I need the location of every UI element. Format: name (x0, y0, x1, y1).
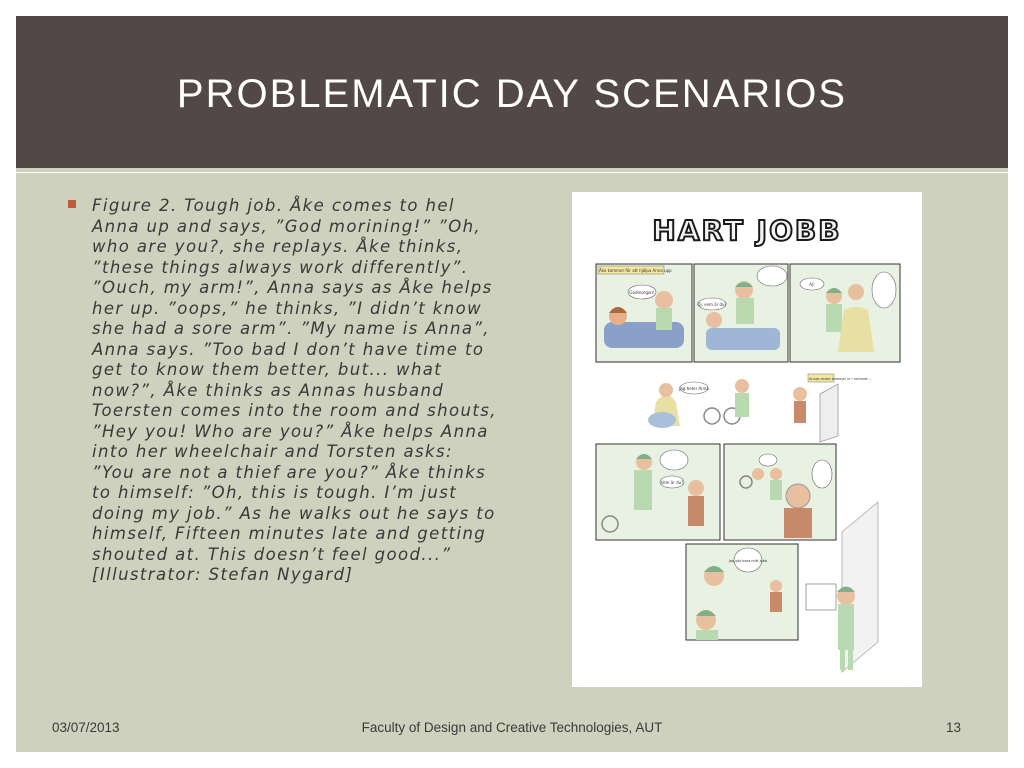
title-band (16, 16, 1008, 168)
footer-affiliation: Faculty of Design and Creative Technologies, AUT (361, 720, 663, 735)
comic-bubble-2: Oj, vem är du? (697, 302, 727, 307)
comic-panel-3 (790, 264, 900, 362)
figure-caption-text: Figure 2. Tough job. Åke comes to hel Anna up and says, ”God morining!” ”Oh, who are you?, she replays. Åke thinks, ”these things always work differently”. ”Ouch, my arm!”, Anna says as Åke helps her up. ”oops,” he thinks, ”I didn’t know she had a sore arm”. ”My name is Anna”, Anna says. ”Too bad I don’t have time to get to know them better, but... what now?”, Åke thinks as Annas husband Toersten comes into the room and shouts, ”Hey you! Who are you?” Åke helps Anna into her wheelchair and Torsten asks: ”You are not a thief are you?” Åke thinks to himself: ”Oh, this is tough. I’m just doing my job.” As he walks out he says to himself, Fifteen minutes late and getting shouted at. This doesn’t feel good...” [Illustrator: Stefan Nygard] (92, 196, 497, 584)
comic-caption-2: Annas make kommer in i rummet... (809, 377, 871, 381)
comic-strip-image (572, 192, 922, 687)
comic-panel-1 (596, 264, 692, 362)
comic-panel-4 (596, 444, 720, 540)
page-number: 13 (946, 720, 962, 735)
comic-bubble-1: Godmorgon! (629, 290, 655, 295)
comic-scene-2 (648, 374, 871, 442)
comic-bubble-4: Jag heter Anna (679, 386, 709, 391)
comic-illustration (572, 192, 922, 687)
comic-title: HART JOBB (652, 214, 842, 247)
comic-panel-5 (724, 444, 836, 540)
footer-date: 03/07/2013 (52, 720, 120, 735)
comic-bubble-6: Jag gör bara mitt jobb (728, 559, 768, 563)
comic-caption-1: Åke kommer för att hjälpa Anna upp (599, 268, 672, 273)
comic-panel-2 (694, 264, 788, 362)
comic-panel-6 (686, 544, 798, 640)
title-divider (16, 172, 1008, 173)
slide-title: PROBLEMATIC DAY SCENARIOS (176, 71, 848, 116)
bullet-square-icon (68, 200, 76, 208)
comic-bubble-5: Vem är du? (660, 480, 684, 485)
comic-bubble-3: Aj! (809, 282, 815, 287)
